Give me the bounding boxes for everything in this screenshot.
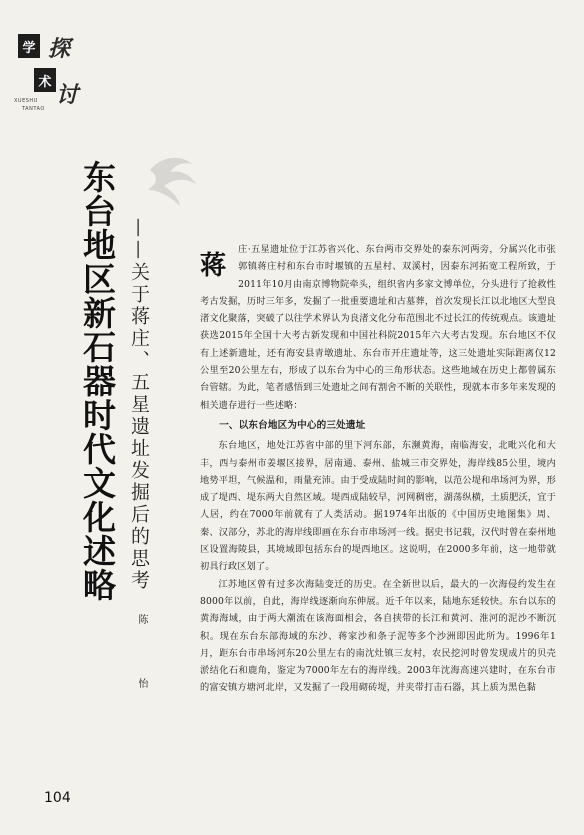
article-title: 东台地区新石器时代文化述略 [78,160,117,602]
page-number: 104 [44,790,71,806]
paragraph-3: 江苏地区曾有过多次海陆变迁的历史。在全新世以后，最大的一次海侵约发生在8000年以前，自此，海岸线逐渐向东伸展。近千年以来，陆地东延较快。东台以东的黄海海域，由于两大潮流在该海面相会，各自挟带的长江和黄河、淮河的泥沙不断沉积。现在东台东部海域的东沙、蒋家沙和条子泥等多个沙洲即因此所为。1996年1月，距东台市串场河东20公里左右的南沈灶镇三友村，农民挖河时曾发现成片的贝壳淤结化石和鹿角，鉴定为7000年左右的海岸线。2003年沈海高速兴建时，在东台市的富安镇方塘河北岸，又发掘了一段用砌砖堤，并夹带打击石器，其上质为黑色黏 [200,578,556,694]
paragraph-1-text: 庄·五星遗址位于江苏省兴化、东台两市交界处的泰东河两旁，分属兴化市张郭镇蒋庄村和东台市时堰镇的五星村、双溪村，因泰东河拓宽工程所致，于2011年10月由南京博物院牵头，组织省内多家文博单位，分头进行了抢救性考古发掘，历时三年多，发掘了一批重要遗址和古墓葬，首次发现长江以北地区大型良渚文化聚落，突破了以往学术界认为良渚文化分布范围北不过长江的传统观点。该遗址获选2015年全国十大考古新发现和中国社科院2015年六大考古发现。东台地区不仅有上述新遗址，还有海安县青墩遗址、东台市开庄遗址等，这三处遗址实际距离仅12公里至20公里左右，形成了以东台为中心的三角形状态。这些地域在历史上都曾属东台管辖。为此，笔者感悟到三处遗址之间有割舍不断的关联性，现就本市多年来发现的相关遗存进行一些述略： [200,244,556,411]
column-pinyin-xueshu: XUESHU [14,98,38,104]
section-heading: 一、以东台地区为中心的三处遗址 [219,419,366,431]
brush-stroke-decoration [140,150,210,210]
column-char-shu: 术 [34,68,56,92]
article-author: 陈 怡 [136,614,147,710]
dropcap: 蒋 [200,251,227,281]
column-char-xue: 学 [18,34,40,58]
column-char-tao: 讨 [56,82,79,108]
article-body [200,241,556,697]
column-char-tan: 探 [48,36,71,62]
column-pinyin-tantao: TANTAO [22,106,45,112]
column-logo [14,28,84,118]
paragraph-1 [200,241,556,414]
paragraph-2: 东台地区，地处江苏省中部的里下河东部，东濒黄海，南临海安，北毗兴化和大丰，西与泰州市姜堰区接界，居南通、泰州、盐城三市交界处，海岸线85公里，境内地势平坦，气候温和，雨量充沛。由于受成陆时间的影响，以范公堤和串场河为界，形成了堤西、堤东两大自然区域。堤西成陆较早，河网稠密，湖荡纵横，土质肥沃，宜于人居，约在7000年前就有了人类活动。据1974年出版的《中国历史地图集》周、秦、汉部分，苏北的海岸线即画在东台市串场河一线。据史书记载，汉代时曾在泰州地区设置海陵县，其境域即包括东台的堤西地区。这说明，在2000多年前，这一地带就初具行政区划了。 [200,440,556,573]
article-subtitle: ——关于蒋庄、五星遗址发掘后的思考 [128,218,150,592]
